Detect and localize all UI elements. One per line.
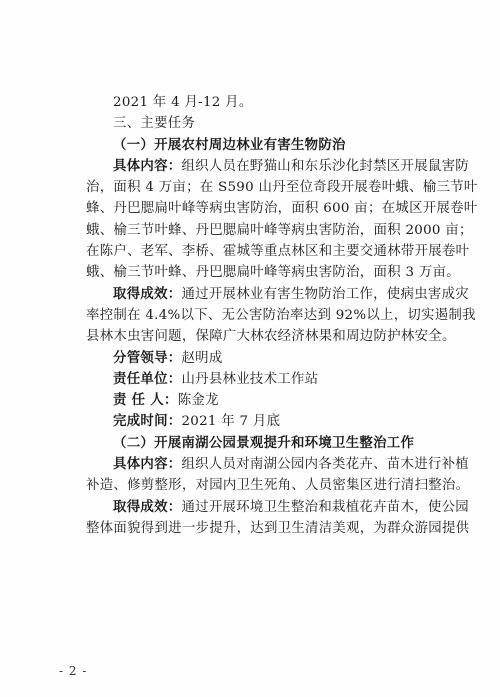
- task1-leader-label: 分管领导：: [113, 349, 182, 366]
- task1-content-line: 蜂、丹巴腮扁叶峰等病虫害防治，面积 600 亩；在城区开展卷叶: [86, 201, 478, 217]
- task1-result-first-line: [86, 284, 469, 305]
- task1-content-line: 组织人员在野猫山和东乐沙化封禁区开展鼠害防: [181, 158, 469, 174]
- document-body: [86, 92, 478, 539]
- task1-result-line: 通过开展林业有害生物防治工作，使病虫害成灾: [181, 286, 469, 302]
- task2-result-first-line: [86, 497, 469, 518]
- task2-content-line: 组织人员对南湖公园内各类花卉、苗木进行补植: [181, 457, 469, 473]
- task1-person-label: 责 任 人：: [113, 392, 178, 409]
- task1-result-line: 县林木虫害问题，保障广大林农经济林果和周边防护林安全。: [86, 329, 456, 345]
- task1-unit-value: 山丹县林业技术工作站: [181, 371, 319, 387]
- task1-result-label: 取得成效：: [113, 285, 182, 302]
- task1-time-value: 2021 年 7 月底: [181, 414, 281, 430]
- task1-content-first-line: [86, 156, 469, 177]
- task1-content-label: 具体内容：: [113, 157, 182, 174]
- task1-unit-label: 责任单位：: [113, 370, 182, 387]
- date-line: 2021 年 4 月-12 月。: [113, 95, 253, 110]
- task1-time-row: [86, 411, 446, 432]
- task2-result-line: 通过开展环境卫生整治和栽植花卉苗木，使公园: [181, 499, 469, 515]
- task1-content-line: 在陈户、老军、李桥、霍城等重点林区和主要交通林带开展卷叶: [86, 244, 470, 260]
- task1-content-line: 蛾、榆三节叶蜂、丹巴腮扁叶峰等病虫害防治，面积 2000 亩；: [86, 222, 473, 238]
- task1-content-line: 蛾、榆三节叶蜂、丹巴腮扁叶峰等病虫害防治，面积 3 万亩。: [86, 265, 460, 281]
- task2-result-label: 取得成效：: [113, 498, 182, 515]
- task1-time-label: 完成时间：: [113, 413, 182, 430]
- task1-heading: （一）开展农村周边林业有害生物防治: [113, 136, 346, 153]
- task1-leader-row: [86, 348, 446, 369]
- section-heading: 三、主要任务: [113, 116, 196, 132]
- page-number: - 2 -: [59, 664, 88, 678]
- task2-content-label: 具体内容：: [113, 456, 182, 473]
- task1-content-line: 治，面积 4 万亩；在 S590 山丹至位奇段开展卷叶蛾、榆三节叶: [86, 180, 478, 196]
- task1-unit-row: [86, 369, 446, 390]
- task2-content-first-line: [86, 454, 469, 475]
- task2-result-line: 整体面貌得到进一步提升，达到卫生清洁美观，为群众游园提供: [86, 520, 470, 536]
- task2-heading: （二）开展南湖公园景观提升和环境卫生整治工作: [113, 434, 415, 451]
- task1-person-row: [86, 390, 446, 411]
- task1-person-value: 陈金龙: [177, 393, 219, 409]
- task1-result-line: 率控制在 4.4%以下、无公害防治率达到 92%以上，切实遏制我: [86, 307, 476, 323]
- task2-content-line: 补造、修剪整形，对园内卫生死角、人员密集区进行清扫整治。: [86, 478, 470, 494]
- task1-leader-value: 赵明成: [181, 350, 223, 366]
